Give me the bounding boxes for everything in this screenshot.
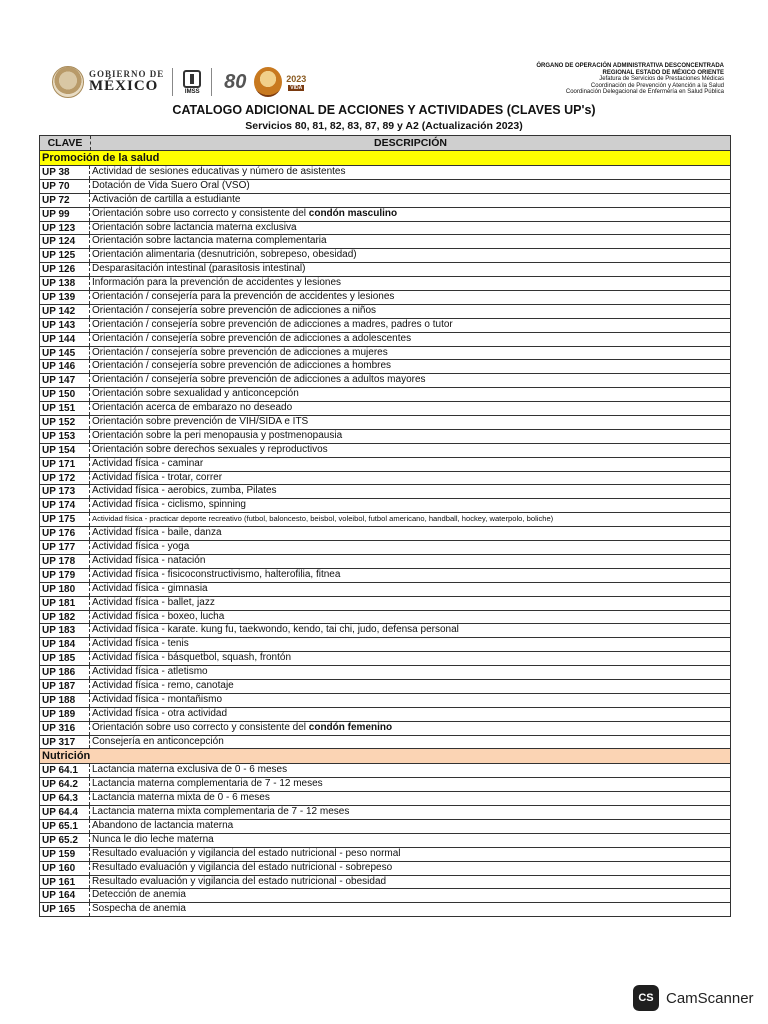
row-description-text: Orientación sobre sexualidad y anticoncepción	[92, 388, 299, 400]
imss-mark-icon	[183, 70, 201, 88]
row-description-text: Actividad física - remo, canotaje	[92, 679, 234, 691]
row-description	[90, 778, 730, 791]
row-code: UP 38	[40, 166, 90, 179]
row-description	[90, 430, 730, 443]
catalog-table	[39, 135, 731, 917]
table-row	[40, 820, 730, 834]
camscanner-watermark	[633, 985, 754, 1011]
row-description	[90, 597, 730, 610]
row-description	[90, 180, 730, 193]
table-row	[40, 834, 730, 848]
row-code: UP 138	[40, 277, 90, 290]
row-code: UP 317	[40, 736, 90, 749]
row-description	[90, 347, 730, 360]
row-description	[90, 583, 730, 596]
row-code: UP 144	[40, 333, 90, 346]
table-row	[40, 778, 730, 792]
row-code: UP 189	[40, 708, 90, 721]
row-code: UP 172	[40, 472, 90, 485]
table-row	[40, 722, 730, 736]
table-row	[40, 652, 730, 666]
row-description-text: Orientación acerca de embarazo no deseado	[92, 402, 293, 414]
table-row	[40, 513, 730, 527]
row-code: UP 154	[40, 444, 90, 457]
table-row	[40, 319, 730, 333]
row-description-text: Actividad física - montañismo	[92, 693, 223, 705]
row-description-text: Actividad física - básquetbol, squash, frontón	[92, 652, 292, 664]
row-code: UP 64.1	[40, 764, 90, 777]
row-description-text: Orientación sobre uso correcto y consistente del	[92, 721, 309, 733]
row-code: UP 153	[40, 430, 90, 443]
row-description	[90, 472, 730, 485]
row-code: UP 183	[40, 624, 90, 637]
table-row	[40, 889, 730, 903]
row-description-text: Actividad física - boxeo, lucha	[92, 610, 225, 622]
row-description	[90, 792, 730, 805]
vida-badge-icon	[254, 67, 282, 97]
row-description-text: Resultado evaluación y vigilancia del estado nutricional - obesidad	[92, 875, 387, 887]
table-row	[40, 458, 730, 472]
row-description	[90, 680, 730, 693]
year-badge-text: 2023	[286, 73, 307, 84]
row-description-text: Lactancia materna exclusiva de 0 - 6 meses	[92, 764, 288, 776]
table-row	[40, 903, 730, 917]
row-description-text: Lactancia materna mixta complementaria de 7 - 12 meses	[92, 806, 350, 818]
row-code: UP 175	[40, 513, 90, 526]
row-description	[90, 736, 730, 749]
row-description-text: Orientación sobre uso correcto y consistente del	[92, 207, 309, 219]
row-description	[90, 277, 730, 290]
row-description-text: Orientación sobre lactancia materna exclusiva	[92, 221, 297, 233]
row-code: UP 180	[40, 583, 90, 596]
row-code: UP 181	[40, 597, 90, 610]
year-badge	[286, 74, 306, 91]
row-description	[90, 166, 730, 179]
row-code: UP 165	[40, 903, 90, 916]
row-description	[90, 360, 730, 373]
row-description-text: Actividad física - karate. kung fu, taekwondo, kendo, tai chi, judo, defensa personal	[92, 624, 459, 636]
row-description	[90, 402, 730, 415]
row-code: UP 150	[40, 388, 90, 401]
row-description	[90, 319, 730, 332]
row-code: UP 147	[40, 374, 90, 387]
row-code: UP 64.4	[40, 806, 90, 819]
row-description	[90, 208, 730, 221]
row-description	[90, 374, 730, 387]
row-description-text: Actividad de sesiones educativas y número de asistentes	[92, 166, 346, 177]
row-code: UP 72	[40, 194, 90, 207]
row-code: UP 159	[40, 848, 90, 861]
row-description-text: Actividad física - otra actividad	[92, 707, 228, 719]
gob-bottom-text: MÉXICO	[89, 78, 159, 94]
row-description	[90, 388, 730, 401]
row-description	[90, 652, 730, 665]
table-row	[40, 263, 730, 277]
table-row	[40, 166, 730, 180]
table-row	[40, 430, 730, 444]
section-header-promocion: Promoción de la salud	[40, 151, 730, 166]
row-description-text: Activación de cartilla a estudiante	[92, 193, 241, 205]
table-row	[40, 862, 730, 876]
table-row	[40, 444, 730, 458]
table-row	[40, 708, 730, 722]
table-row	[40, 666, 730, 680]
row-code: UP 126	[40, 263, 90, 276]
row-code: UP 161	[40, 876, 90, 889]
row-description	[90, 666, 730, 679]
row-description-text: Actividad física - gimnasia	[92, 582, 208, 594]
row-description-text: Actividad física - natación	[92, 554, 206, 566]
row-code: UP 123	[40, 222, 90, 235]
row-code: UP 65.2	[40, 834, 90, 847]
coat-of-arms-icon	[52, 66, 84, 98]
row-code: UP 316	[40, 722, 90, 735]
row-code: UP 64.3	[40, 792, 90, 805]
row-description-text: Orientación sobre derechos sexuales y reproductivos	[92, 443, 328, 455]
column-header-clave: CLAVE	[40, 136, 91, 150]
column-header-descripcion: DESCRIPCIÓN	[374, 137, 447, 149]
logo-strip	[52, 64, 306, 100]
table-row	[40, 527, 730, 541]
org-line: Jefatura de Servicios de Prestaciones Médicas	[599, 76, 724, 83]
table-row	[40, 194, 730, 208]
row-description-text: Actividad física - tenis	[92, 638, 189, 650]
org-line: Coordinación de Prevención y Atención a la Salud	[590, 82, 724, 89]
row-code: UP 152	[40, 416, 90, 429]
row-description	[90, 638, 730, 651]
document-header	[0, 0, 768, 100]
table-row	[40, 848, 730, 862]
imss-label: IMSS	[184, 88, 200, 95]
organization-block	[536, 63, 724, 96]
row-description-text: Orientación / consejería sobre prevención de adicciones a hombres	[92, 360, 392, 372]
row-description-bold: condón masculino	[308, 207, 398, 219]
table-row	[40, 388, 730, 402]
row-description	[90, 555, 730, 568]
row-description-text: Información para la prevención de accidentes y lesiones	[92, 277, 342, 289]
row-code: UP 176	[40, 527, 90, 540]
table-row	[40, 569, 730, 583]
row-description	[90, 416, 730, 429]
table-row	[40, 611, 730, 625]
row-description-text: Orientación / consejería sobre prevención de adicciones a madres, padres o tutor	[92, 318, 453, 330]
row-description-text: Actividad física - aerobics, zumba, Pilates	[92, 485, 277, 497]
table-row	[40, 499, 730, 513]
row-code: UP 142	[40, 305, 90, 318]
row-description-text: Orientación / consejería sobre prevención de adicciones a adolescentes	[92, 332, 412, 344]
table-row	[40, 597, 730, 611]
row-description-text: Actividad física - baile, danza	[92, 527, 222, 539]
section-rows-promocion	[40, 166, 730, 749]
row-description-bold: condón femenino	[308, 721, 393, 733]
table-row	[40, 416, 730, 430]
row-description-text: Actividad física - ballet, jazz	[92, 596, 215, 608]
row-code: UP 188	[40, 694, 90, 707]
section-header-nutricion: Nutrición	[40, 749, 730, 764]
row-description-text: Actividad física - trotar, correr	[92, 471, 223, 483]
table-row	[40, 333, 730, 347]
row-description-text: Resultado evaluación y vigilancia del estado nutricional - sobrepeso	[92, 861, 393, 873]
table-row	[40, 638, 730, 652]
row-description	[90, 485, 730, 498]
document-title: CATALOGO ADICIONAL DE ACCIONES Y ACTIVIDADES (CLAVES UP's)	[172, 103, 596, 117]
logo-divider	[211, 68, 212, 96]
row-description	[90, 499, 730, 512]
row-description-text: Actividad física - yoga	[92, 541, 190, 553]
row-description-text: Detección de anemia	[92, 889, 186, 901]
table-row	[40, 624, 730, 638]
table-row	[40, 485, 730, 499]
gobierno-logo-text	[89, 70, 164, 94]
row-code: UP 145	[40, 347, 90, 360]
table-row	[40, 694, 730, 708]
table-row	[40, 736, 730, 750]
table-row	[40, 583, 730, 597]
table-row	[40, 277, 730, 291]
row-description	[90, 305, 730, 318]
row-code: UP 164	[40, 889, 90, 902]
camscanner-icon: CS	[633, 985, 659, 1011]
row-description-text: Desparasitación intestinal (parasitosis intestinal)	[92, 263, 306, 275]
row-description-text: Orientación / consejería sobre prevención de adicciones a niños	[92, 304, 377, 316]
row-description	[90, 722, 730, 735]
row-description-text: Lactancia materna complementaria de 7 - 12 meses	[92, 778, 323, 790]
row-description-text: Resultado evaluación y vigilancia del estado nutricional - peso normal	[92, 847, 401, 859]
row-description-text: Orientación / consejería sobre prevención de adicciones a mujeres	[92, 346, 388, 358]
row-description	[90, 806, 730, 819]
table-row	[40, 360, 730, 374]
row-code: UP 139	[40, 291, 90, 304]
section-rows-nutricion	[40, 764, 730, 917]
gob-top-text: GOBIERNO DE	[89, 69, 165, 79]
row-code: UP 184	[40, 638, 90, 651]
table-row	[40, 402, 730, 416]
row-description-text: Nunca le dio leche materna	[92, 833, 214, 845]
row-description	[90, 194, 730, 207]
row-code: UP 143	[40, 319, 90, 332]
table-row	[40, 235, 730, 249]
table-row	[40, 472, 730, 486]
row-code: UP 171	[40, 458, 90, 471]
row-description	[90, 541, 730, 554]
row-description	[90, 876, 730, 889]
row-description	[90, 235, 730, 248]
row-description-text: Lactancia materna mixta de 0 - 6 meses	[92, 792, 270, 804]
row-description-text: Consejería en anticoncepción	[92, 735, 224, 747]
org-line: REGIONAL ESTADO DE MÉXICO ORIENTE	[602, 69, 724, 76]
row-description	[90, 862, 730, 875]
row-description-text: Actividad física - ciclismo, spinning	[92, 499, 246, 511]
row-description	[90, 263, 730, 276]
table-row	[40, 680, 730, 694]
row-description	[90, 889, 730, 902]
row-description	[90, 527, 730, 540]
row-description-text: Orientación sobre prevención de VIH/SIDA e ITS	[92, 416, 309, 428]
camscanner-text: CamScanner	[666, 989, 754, 1007]
table-row	[40, 222, 730, 236]
table-row	[40, 806, 730, 820]
table-row	[40, 792, 730, 806]
row-code: UP 70	[40, 180, 90, 193]
row-description	[90, 903, 730, 916]
imss-logo-icon	[181, 68, 203, 96]
row-code: UP 160	[40, 862, 90, 875]
row-code: UP 182	[40, 611, 90, 624]
row-code: UP 151	[40, 402, 90, 415]
org-line: Coordinación Delegacional de Enfermería en Salud Pública	[565, 89, 724, 96]
row-description	[90, 708, 730, 721]
table-row	[40, 374, 730, 388]
row-description	[90, 458, 730, 471]
table-row	[40, 249, 730, 263]
row-description	[90, 249, 730, 262]
table-header	[40, 136, 730, 151]
row-description	[90, 291, 730, 304]
row-code: UP 179	[40, 569, 90, 582]
row-description	[90, 222, 730, 235]
row-description	[90, 624, 730, 637]
table-row	[40, 180, 730, 194]
row-description-text: Actividad física - fisicoconstructivismo, halterofilia, fitnea	[92, 568, 341, 580]
row-description	[90, 694, 730, 707]
row-code: UP 146	[40, 360, 90, 373]
row-code: UP 178	[40, 555, 90, 568]
row-code: UP 64.2	[40, 778, 90, 791]
table-row	[40, 208, 730, 222]
anniversary-logo: 80	[224, 70, 247, 93]
table-row	[40, 764, 730, 778]
row-description-text: Orientación / consejería sobre prevención de adicciones a adultos mayores	[92, 374, 426, 386]
row-description-text: Orientación / consejería para la prevención de accidentes y lesiones	[92, 291, 395, 303]
row-code: UP 124	[40, 235, 90, 248]
row-description-text: Orientación sobre lactancia materna complementaria	[92, 235, 327, 247]
row-description	[90, 333, 730, 346]
row-description-text: Dotación de Vida Suero Oral (VSO)	[92, 179, 250, 191]
row-code: UP 186	[40, 666, 90, 679]
row-description-text: Orientación alimentaria (desnutrición, sobrepeso, obesidad)	[92, 249, 357, 261]
row-code: UP 187	[40, 680, 90, 693]
table-row	[40, 876, 730, 890]
row-description	[90, 513, 730, 526]
row-description-text: Actividad física - atletismo	[92, 666, 208, 678]
table-row	[40, 541, 730, 555]
row-description-text: Abandono de lactancia materna	[92, 819, 234, 831]
row-description	[90, 444, 730, 457]
year-badge-sub: VIDA	[290, 84, 303, 91]
row-description-text: Actividad física - caminar	[92, 457, 204, 469]
row-description	[90, 569, 730, 582]
table-row	[40, 347, 730, 361]
row-code: UP 65.1	[40, 820, 90, 833]
row-code: UP 177	[40, 541, 90, 554]
row-description-text: Orientación sobre la peri menopausia y postmenopausia	[92, 429, 343, 441]
row-description-text: Sospecha de anemia	[92, 903, 186, 915]
row-code: UP 185	[40, 652, 90, 665]
table-row	[40, 305, 730, 319]
row-code: UP 174	[40, 499, 90, 512]
row-code: UP 125	[40, 249, 90, 262]
row-description	[90, 834, 730, 847]
table-row	[40, 291, 730, 305]
row-description-text: Actividad física - practicar deporte recreativo (futbol, baloncesto, beisbol, voleibol, futbol americano, handball, hockey, waterpolo, boliche)	[92, 514, 554, 524]
row-code: UP 99	[40, 208, 90, 221]
table-row	[40, 555, 730, 569]
org-line: ÓRGANO DE OPERACIÓN ADMINISTRATIVA DESCONCENTRADA	[536, 63, 724, 69]
row-code: UP 173	[40, 485, 90, 498]
row-description	[90, 820, 730, 833]
logo-divider	[172, 68, 173, 96]
row-description	[90, 848, 730, 861]
row-description	[90, 764, 730, 777]
document-subtitle: Servicios 80, 81, 82, 83, 87, 89 y A2 (Actualización 2023)	[245, 120, 523, 132]
row-description	[90, 611, 730, 624]
